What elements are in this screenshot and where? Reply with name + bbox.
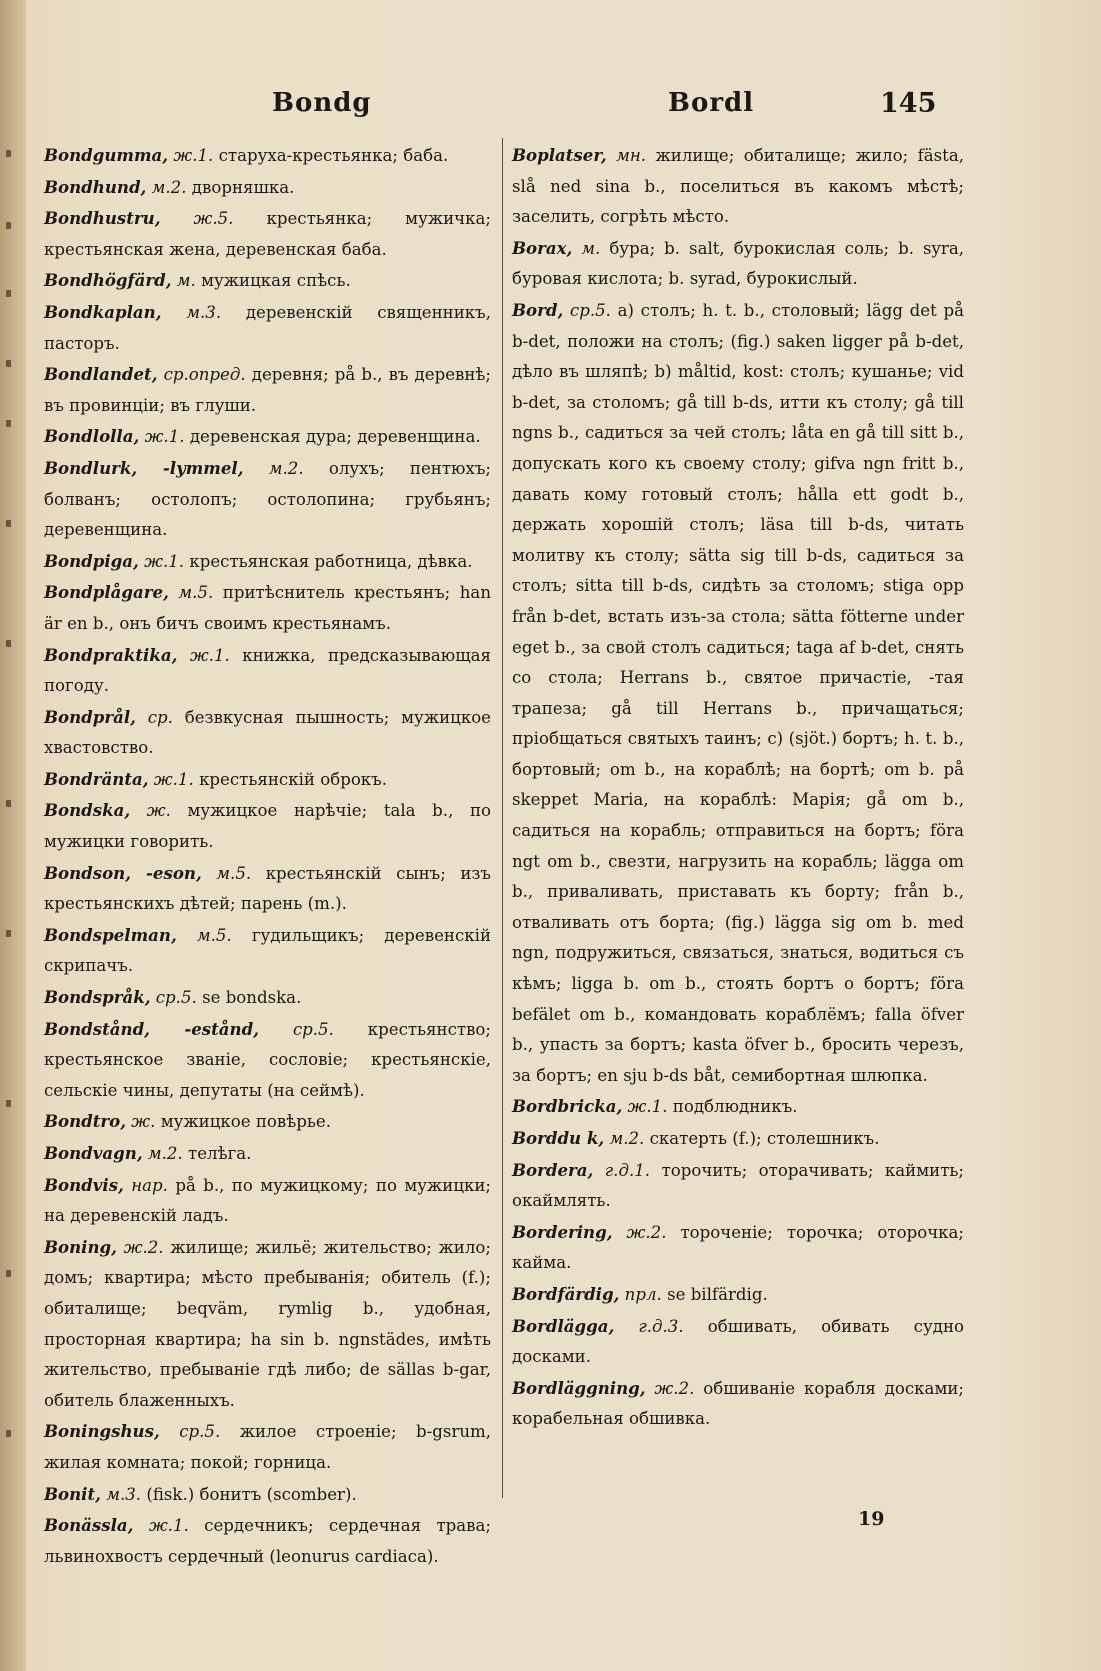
entry-headword: Bondlandet, [44,364,158,385]
entry-translation: se bondska. [202,988,302,1008]
dictionary-entry [44,1014,491,1107]
entry-grammar: м.5. [196,925,232,945]
entry-grammar: г.д.3. [638,1316,684,1336]
entry-translation: безвкусная пышность; мужицкое хвастовство. [44,707,492,758]
dictionary-entry [44,702,491,764]
entry-grammar: ж.2. [626,1222,667,1242]
entry-translation: обшивать, обивать судно досками. [512,1316,965,1367]
entry-headword: Bondpraktika, [44,644,178,665]
entry-grammar: ж.1. [627,1097,668,1117]
entry-grammar: м.5. [216,863,252,883]
entry-grammar: ср.5. [569,300,611,320]
entry-headword: Bondtro, [44,1111,127,1132]
dictionary-entry [512,1091,964,1123]
entry-grammar: прл. [624,1284,662,1304]
dictionary-entry [512,295,964,1091]
entry-headword: Bondstånd, -estånd, [44,1018,259,1039]
entry-headword: Bondpiga, [44,550,139,571]
spine-mark [6,1100,11,1107]
entry-translation: se bilfärdig. [667,1284,768,1304]
entry-translation: подблюдникъ. [672,1097,798,1117]
page-spine-shadow [0,0,26,1671]
entry-translation: крестьянскій сынъ; изъ крестьянскихъ дѣтей; парень (m.). [44,863,491,914]
entry-headword: Bordbricka, [512,1096,623,1117]
entry-grammar: ж.1. [153,769,194,789]
spine-mark [6,930,11,937]
dictionary-entry [44,795,491,857]
entry-grammar: ср.5. [292,1019,334,1039]
entry-headword: Bord, [512,299,564,320]
entry-headword: Bondhund, [44,176,147,197]
entry-headword: Bonit, [44,1483,101,1504]
entry-headword: Bondkaplan, [44,301,162,322]
entry-headword: Bondska, [44,800,131,821]
spine-mark [6,520,11,527]
dictionary-entry [44,421,491,453]
dictionary-entry [512,1217,964,1279]
entry-headword: Bondlurk, -lymmel, [44,457,244,478]
dictionary-entry [512,1155,964,1217]
column-divider [502,138,503,1498]
dictionary-entry [512,1373,964,1435]
page-number: 145 [880,88,937,119]
spine-mark [6,222,11,229]
entry-translation: крестьянка; мужичка; крестьянская жена, деревенская баба. [44,209,491,259]
entry-headword: Bordfärdig, [512,1283,620,1304]
dictionary-entry [44,265,491,297]
entry-translation: сердечникъ; сердечная трава; львинохвостъ сердечный (leonurus cardiaca). [44,1516,491,1566]
spine-mark [6,150,11,157]
dictionary-entry [44,1138,491,1170]
entry-translation: обшиваніе корабля досками; корабельная обшивка. [512,1378,965,1429]
dictionary-entry [44,920,491,982]
entry-translation: жилище; обиталище; жило; fästa, slå ned sina b., поселиться въ какомъ мѣстѣ; заселить, согрѣть мѣсто. [512,146,964,227]
entry-translation: гудильщикъ; деревенскій скрипачъ. [44,925,492,976]
running-header [0,88,1101,128]
entry-headword: Bordlägga, [512,1315,615,1336]
dictionary-entry [44,858,491,920]
entry-headword: Bondson, -eson, [44,862,202,883]
dictionary-entry [512,1311,964,1373]
entry-translation: крестьянство; крестьянское званіе, сословіе; крестьянскіе, сельскіе чины, депутаты (на сеймѣ). [44,1019,492,1100]
entry-translation: телѣга. [188,1144,252,1163]
entry-translation: бура; b. salt, бурокислая соль; b. syra, буровая кислота; b. syrad, бурокислый. [512,238,964,289]
entry-grammar: ж.2. [654,1378,695,1398]
dictionary-entry [512,233,964,295]
entry-headword: Bondplågare, [44,582,169,603]
entry-translation: a) столъ; h. t. b., столовый; lägg det på b-det, положи на столъ; (fig.) saken ligger på b-det, дѣло въ шляпѣ; b) måltid, kost: столъ; кушанье; vid b-det, за столомъ; gå till b-ds, итти къ столу; gå till ngns b., садиться за чей столъ; låta en gå till sitt b., допускать кого къ своему столу; gifva ngn fritt b., давать кому готовый столъ; hålla ett godt b., держать хорошій столъ; läsa till b-ds, читать молитву къ столу; sätta sig till b-ds, садиться за столъ; sitta till b-ds, сидѣть за столомъ; stiga opp från b-det, встать изъ-за стола; sätta fötterne under eget b., за свой столъ садиться; taga af b-det, снять со стола; Herrans b., святое причастіе, -тая трапеза; gå till Herrans b., причащаться; пріобщаться святыхъ таинъ; c) (sjöt.) бортъ; h. t. b., бортовый; om b., на кораблѣ; на бортѣ; om b. på skeppet Maria, на кораблѣ: Марія; gå om b., садиться на корабль; отправиться на бортъ; föra ngt om b., свезти, нагрузить на корабль; lägga om b., приваливать, приставать къ борту; från b., отваливать отъ борта; (fig.) lägga sig om b. med ngn, подружиться, связаться, знаться, водиться съ кѣмъ; ligga b. om b., стоять бортъ о бортъ; föra befälet om b., командовать кораблёмъ; falla öfver b., упасть за бортъ; kasta öfver b., бросить черезъ, за бортъ; en sju b-ds båt, семибортная шлюпка. [512,300,964,1085]
dictionary-entry [44,203,491,265]
entry-grammar: м.3. [186,302,222,322]
entry-grammar: ж. [131,1112,156,1132]
dictionary-entry [44,1510,491,1572]
entry-translation: деревенскій священникъ, пасторъ. [44,302,492,353]
spine-mark [6,640,11,647]
dictionary-entry [512,140,964,233]
entry-headword: Bondspråk, [44,987,151,1008]
entry-translation: дворняшка. [191,177,295,197]
dictionary-entry [44,1106,491,1138]
entry-headword: Borddu k, [512,1128,605,1148]
dictionary-entry [44,359,491,421]
entry-grammar: м.2. [609,1129,645,1148]
header-right-guideword: Bordl [668,88,755,118]
entry-grammar: ж.1. [189,645,230,665]
entry-grammar: г.д.1. [604,1160,651,1180]
entry-headword: Bordering, [512,1221,613,1242]
entry-translation: деревенская дура; деревенщина. [189,427,481,447]
spine-mark [6,800,11,807]
entry-headword: Bordläggning, [512,1377,646,1398]
entry-translation: олухъ; пентюхъ; болванъ; остолопъ; остолопина; грубьянъ; деревенщина. [44,458,491,540]
entry-grammar: ж.1. [148,1516,189,1536]
entry-headword: Bondvis, [44,1174,124,1195]
entry-translation: скатерть (f.); столешникъ. [649,1129,880,1148]
entry-headword: Bondspelman, [44,924,177,945]
dictionary-entry [44,140,491,172]
dictionary-entry [44,453,491,546]
dictionary-entry [44,546,491,578]
entry-grammar: ж.1. [144,551,185,571]
dictionary-entry [44,1232,491,1417]
dictionary-entry [512,1123,964,1155]
entry-headword: Bondprål, [44,706,136,727]
spine-mark [6,1270,11,1277]
dictionary-entry [44,982,491,1014]
dictionary-entry [44,640,491,702]
entry-grammar: ж.1. [144,427,185,447]
entry-grammar: м.2. [147,1144,183,1163]
entry-translation: притѣснитель крестьянъ; han är en b., онъ бичъ своимъ крестьянамъ. [44,583,492,633]
entry-headword: Bordera, [512,1159,594,1180]
entry-translation: мужицкая спѣсь. [201,271,351,291]
entry-grammar: ж.5. [193,209,234,229]
left-column [44,140,491,1572]
spine-mark [6,1430,11,1437]
entry-grammar: ж. [146,801,171,821]
entry-headword: Bondvagn, [44,1143,143,1163]
entry-grammar: м. [581,238,601,258]
dictionary-entry [44,1170,491,1232]
entry-translation: тороченіе; торочка; оторочка; кайма. [512,1222,965,1273]
entry-grammar: м.3. [106,1484,142,1504]
dictionary-entry [44,172,491,204]
spine-mark [6,420,11,427]
spine-mark [6,290,11,297]
dictionary-entry [512,1279,964,1311]
entry-translation: (fisk.) бонитъ (scomber). [146,1484,357,1504]
header-left-guideword: Bondg [272,88,372,118]
entry-translation: крестьянскій оброкъ. [199,769,388,789]
entry-translation: på b., по мужицкому; по мужицки; на деревенскій ладъ. [44,1175,492,1226]
entry-grammar: ж.1. [173,146,214,165]
entry-translation: старуха-крестьянка; баба. [218,146,449,165]
entry-translation: мужицкое нарѣчіе; tala b., по мужицки говорить. [44,801,492,852]
entry-translation: крестьянская работница, дѣвка. [189,551,473,571]
entry-grammar: м.5. [178,583,214,603]
entry-translation: мужицкое повѣрье. [160,1112,331,1132]
dictionary-entry [44,1416,491,1478]
entry-grammar: м.2. [268,458,304,478]
entry-headword: Bondlolla, [44,426,140,447]
entry-translation: торочить; оторачивать; каймить; окаймлять. [512,1160,965,1211]
entry-headword: Borax, [512,237,573,258]
entry-grammar: ср. [147,707,173,727]
entry-grammar: ср.5. [179,1422,221,1442]
dictionary-entry [44,577,491,639]
dictionary-entry [44,1479,491,1511]
entry-headword: Boningshus, [44,1421,160,1442]
entry-grammar: мн. [616,146,647,165]
entry-headword: Bondhustru, [44,208,161,229]
entry-grammar: нар. [131,1175,168,1195]
entry-headword: Bondgumma, [44,145,169,165]
entry-translation: книжка, предсказывающая погоду. [44,645,491,696]
entry-grammar: ср.5. [155,988,197,1008]
entry-headword: Bondränta, [44,768,149,789]
entry-translation: деревня; på b., въ деревнѣ; въ провинціи; въ глуши. [44,365,492,415]
entry-grammar: м.2. [151,177,187,197]
entry-grammar: ж.2. [123,1237,164,1257]
entry-grammar: м. [176,271,196,291]
dictionary-entry [44,297,491,359]
entry-grammar: ср.опред. [163,365,246,385]
signature-mark: 19 [858,1508,885,1530]
dictionary-entry [44,764,491,796]
spine-mark [6,360,11,367]
entry-headword: Bonässla, [44,1515,134,1536]
entry-translation: жилое строеніе; b-gsrum, жилая комната; покой; горница. [44,1422,492,1472]
entry-headword: Bondhögfärd, [44,270,172,291]
entry-translation: жилище; жильё; жительство; жило; домъ; квартира; мѣсто пребыванія; обитель (f.); обиталище; beqväm, rymlig b., удобная, просторная квартира; ha sin b. ngnstädes, имѣть жительство, пребываніе гдѣ либо; de sällas b-gar, обитель блаженныхъ. [44,1237,491,1410]
entry-headword: Boplatser, [512,145,607,165]
right-column [512,140,964,1435]
entry-headword: Boning, [44,1236,117,1257]
